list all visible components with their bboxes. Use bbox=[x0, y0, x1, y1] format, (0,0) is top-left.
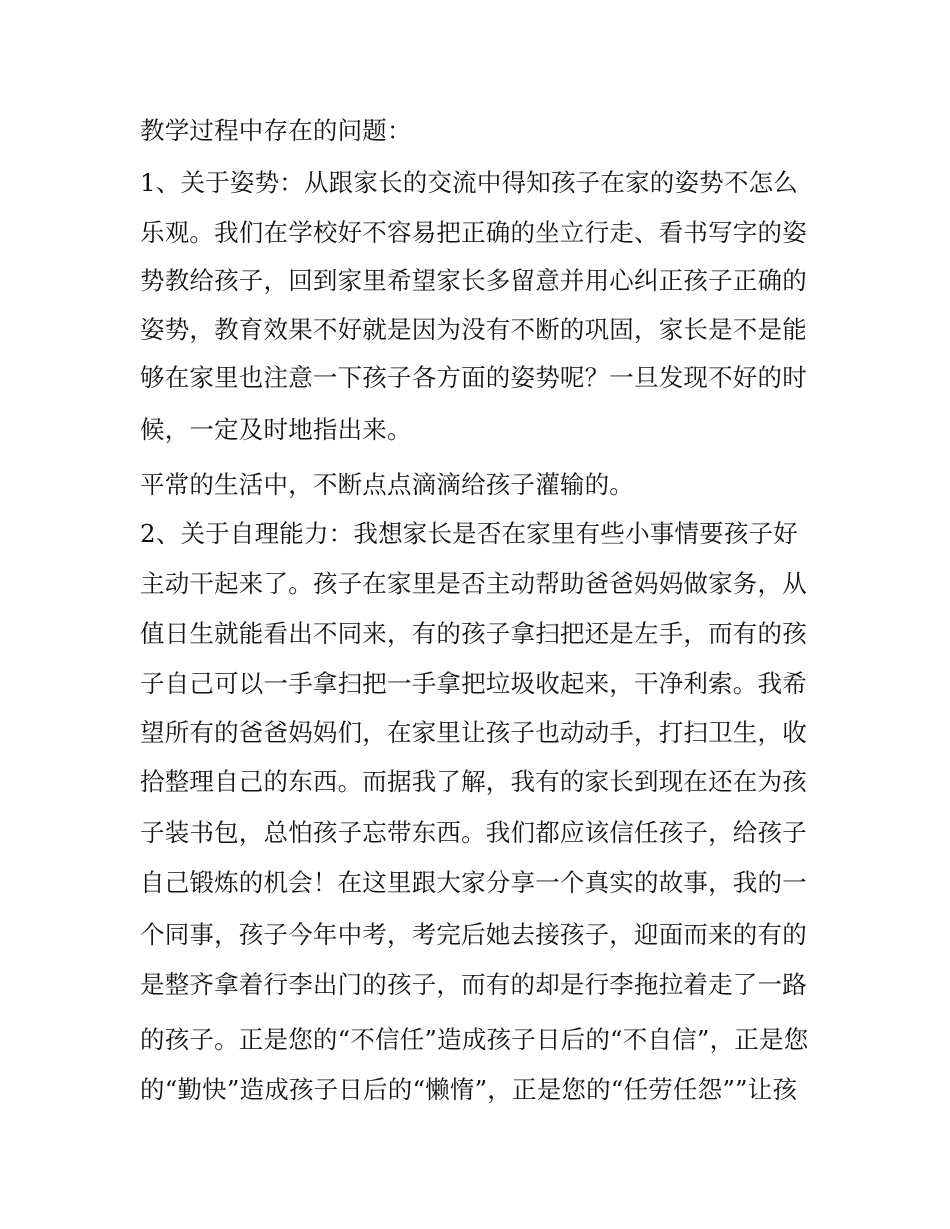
text-line: 候，一定及时地指出来。 bbox=[140, 415, 412, 444]
text-line: 值日生就能看出不同来，有的孩子拿扫把还是左手，而有的孩 bbox=[140, 619, 807, 648]
text-line: 的“勤快”造成孩子日后的“懒惰”，正是您的“任劳任怨””让孩 bbox=[140, 1075, 798, 1104]
text-line: 望所有的爸爸妈妈们，在家里让孩子也动动手，打扫卫生，收 bbox=[140, 718, 807, 747]
section-heading: 教学过程中存在的问题： bbox=[140, 116, 412, 145]
text-line: 够在家里也注意一下孩子各方面的姿势呢？一旦发现不好的时 bbox=[140, 363, 807, 392]
text-line: 平常的生活中，不断点点滴滴给孩子灌输的。 bbox=[140, 470, 634, 499]
text-line: 个同事，孩子今年中考，考完后她去接孩子，迎面而来的有的 bbox=[140, 920, 807, 949]
text-line: 乐观。我们在学校好不容易把正确的坐立行走、看书写字的姿 bbox=[140, 218, 807, 247]
text-line: 主动干起来了。孩子在家里是否主动帮助爸爸妈妈做家务，从 bbox=[140, 569, 807, 598]
text-line: 拾整理自己的东西。而据我了解，我有的家长到现在还在为孩 bbox=[140, 767, 807, 796]
text-line: 姿势，教育效果不好就是因为没有不断的巩固，家长是不是能 bbox=[140, 315, 807, 344]
text-line: 势教给孩子，回到家里希望家长多留意并用心纠正孩子正确的 bbox=[140, 266, 807, 295]
text-line: 1、关于姿势：从跟家长的交流中得知孩子在家的姿势不怎么 bbox=[140, 168, 798, 197]
text-line: 2、关于自理能力：我想家长是否在家里有些小事情要孩子好 bbox=[140, 519, 798, 548]
text-line: 的孩子。正是您的“不信任”造成孩子日后的“不自信”，正是您 bbox=[140, 1025, 809, 1054]
text-line: 自己锻炼的机会！在这里跟大家分享一个真实的故事，我的一 bbox=[140, 868, 807, 897]
text-line: 子自己可以一手拿扫把一手拿把垃圾收起来，干净利索。我希 bbox=[140, 669, 807, 698]
text-line: 子装书包，总怕孩子忘带东西。我们都应该信任孩子，给孩子 bbox=[140, 818, 807, 847]
text-line: 是整齐拿着行李出门的孩子，而有的却是行李拖拉着走了一路 bbox=[140, 970, 807, 999]
